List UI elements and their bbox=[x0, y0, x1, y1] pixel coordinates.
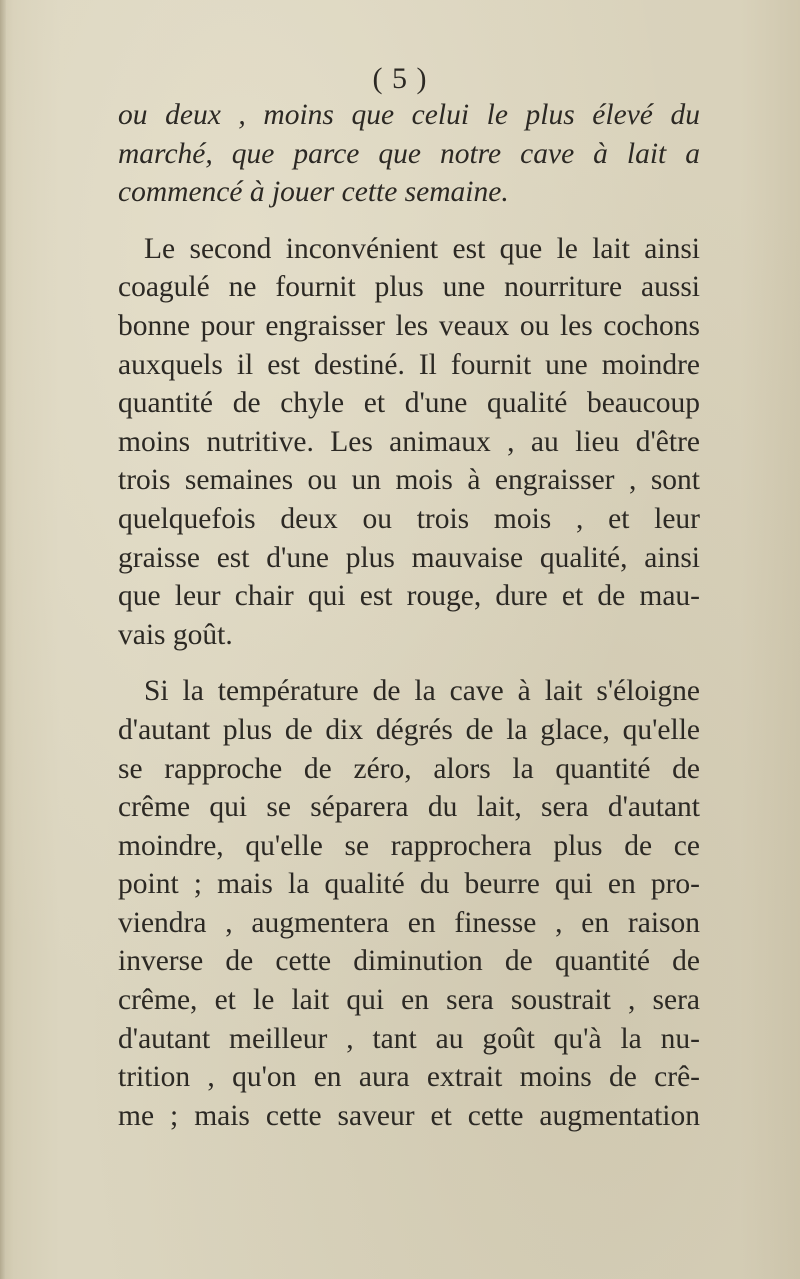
page-number: ( 5 ) bbox=[372, 62, 428, 95]
text-line: moins nutritive. Les animaux , au lieu d'être bbox=[118, 425, 700, 458]
text-line: d'autant meilleur , tant au goût qu'à la nu- bbox=[118, 1022, 700, 1055]
text-line: Le second inconvénient est que le lait ainsi bbox=[144, 232, 700, 265]
text-line: crême, et le lait qui en sera soustrait , sera bbox=[118, 984, 700, 1017]
text-line: coagulé ne fournit plus une nourriture aussi bbox=[118, 271, 700, 304]
text-line: que leur chair qui est rouge, dure et de mau- bbox=[118, 580, 700, 613]
text-line: Si la température de la cave à lait s'éloigne bbox=[144, 675, 700, 708]
text-line: quantité de chyle et d'une qualité beaucoup bbox=[118, 387, 700, 420]
text-line: marché, que parce que notre cave à lait a bbox=[118, 137, 700, 170]
paragraph-temperature bbox=[118, 672, 700, 1135]
text-line: quelquefois deux ou trois mois , et leur bbox=[118, 502, 700, 535]
text-line: point ; mais la qualité du beurre qui en pro- bbox=[118, 868, 700, 901]
text-line: inverse de cette diminution de quantité de bbox=[118, 945, 700, 978]
paragraph-second-inconvenient bbox=[118, 230, 700, 655]
text-line: ou deux , moins que celui le plus élevé du bbox=[118, 99, 700, 131]
text-line: d'autant plus de dix dégrés de la glace, qu'elle bbox=[118, 713, 700, 746]
text-line: commencé à jouer cette semaine. bbox=[118, 176, 509, 209]
text-line: me ; mais cette saveur et cette augmentation bbox=[118, 1099, 700, 1132]
text-line: trition , qu'on en aura extrait moins de crê- bbox=[118, 1061, 700, 1094]
text-line: vais goût. bbox=[118, 618, 233, 651]
paragraph-gap bbox=[118, 654, 700, 672]
text-line: auxquels il est destiné. Il fournit une moindre bbox=[118, 348, 700, 381]
text-line: viendra , augmentera en finesse , en raison bbox=[118, 906, 700, 939]
text-line: graisse est d'une plus mauvaise qualité, ainsi bbox=[118, 541, 700, 574]
paragraph-gap bbox=[118, 212, 700, 230]
text-line: trois semaines ou un mois à engraisser , sont bbox=[118, 464, 700, 497]
page-binding-edge bbox=[0, 0, 6, 1279]
text-line: crême qui se séparera du lait, sera d'autant bbox=[118, 791, 700, 824]
text-line: moindre, qu'elle se rapprochera plus de ce bbox=[118, 829, 700, 862]
body-text bbox=[118, 96, 700, 1135]
paragraph-continuation bbox=[118, 96, 700, 212]
text-line: se rapproche de zéro, alors la quantité de bbox=[118, 752, 700, 785]
text-line: bonne pour engraisser les veaux ou les cochons bbox=[118, 309, 700, 342]
